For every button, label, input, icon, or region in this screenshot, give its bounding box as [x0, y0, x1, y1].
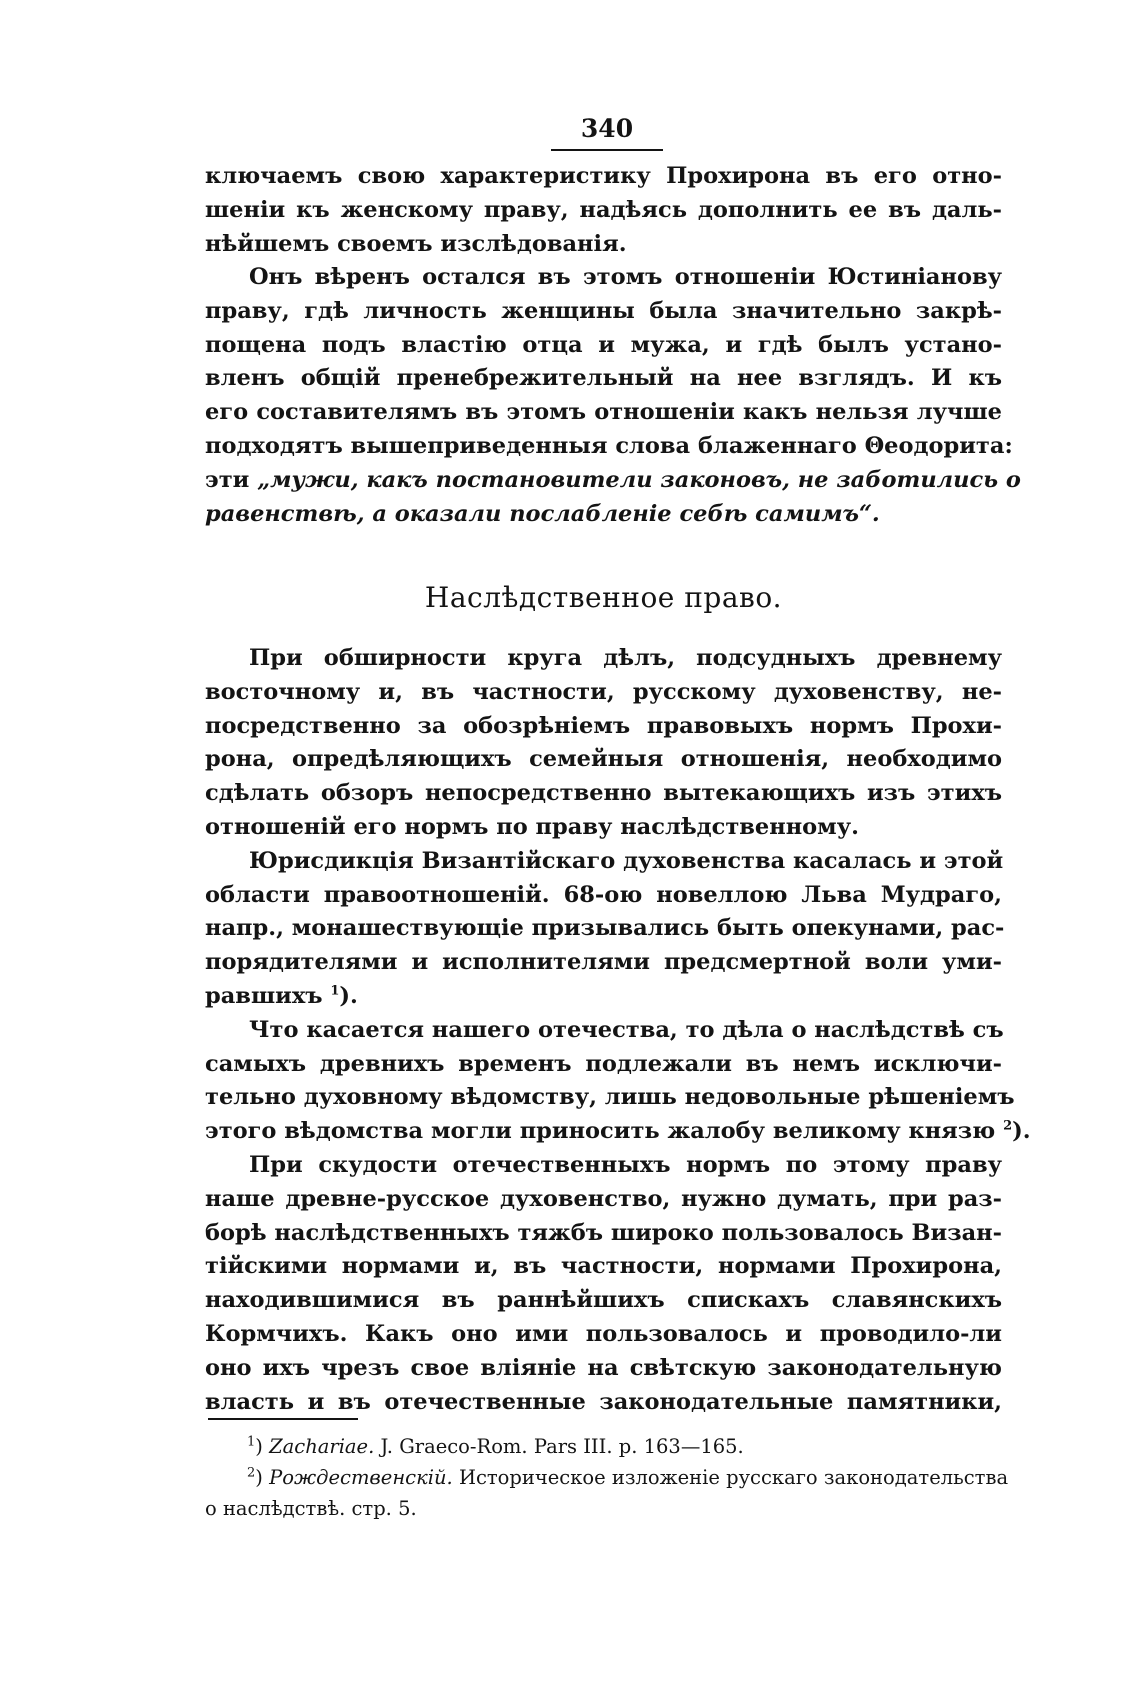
text-line: власть и въ отечественные законодательные памятники,	[205, 1388, 1002, 1415]
text-line: наше древне-русское духовенство, нужно думать, при раз-	[205, 1185, 1002, 1212]
text-line: его составителямъ въ этомъ отношеніи какъ нельзя лучше	[205, 399, 1002, 426]
footnote-marker: 1	[247, 1434, 256, 1450]
text-line: восточному и, въ частности, русскому духовенству, не-	[205, 678, 1002, 705]
footnote-text: J. Graeco-Rom. Pars III. p. 163—165.	[380, 1435, 744, 1458]
text-line: Онъ вѣренъ остался въ этомъ отношеніи Юстиніанову	[249, 264, 1002, 290]
footnote-author: Рождественскій.	[269, 1466, 453, 1489]
text-line: области правоотношеній. 68-ою новеллою Льва Мудраго,	[205, 881, 1002, 908]
text-line: ключаемъ свою характеристику Прохирона въ его отно-	[205, 163, 1002, 189]
text-line: вленъ общій пренебрежительный на нее взглядъ. И къ	[205, 365, 1002, 392]
line-text: равшихъ	[205, 982, 323, 1009]
paragraph-justinian	[205, 261, 1021, 531]
text-line: напр., монашествующіе призывались быть опекунами, рас-	[205, 915, 1005, 942]
text-line	[205, 1115, 1031, 1149]
text-line: оно ихъ чрезъ свое вліяніе на свѣтскую законодательную	[205, 1354, 1002, 1381]
text-line: При обширности круга дѣлъ, подсудныхъ древнему	[249, 645, 1002, 671]
text-line: Что касается нашего отечества, то дѣла о наслѣдствѣ съ	[249, 1016, 1004, 1043]
intro-paragraph	[205, 160, 1002, 261]
text-line: нѣйшемъ своемъ изслѣдованія.	[205, 230, 627, 257]
footnote-author: Zachariae.	[269, 1435, 375, 1458]
text-line	[205, 980, 1002, 1014]
text-line: тельно духовному вѣдомству, лишь недовольные рѣшеніемъ	[205, 1084, 1015, 1111]
text-line: рона, опредѣляющихъ семейныя отношенія, необходимо	[205, 746, 1002, 773]
footnotes	[205, 1431, 1009, 1524]
quote-text: „мужи, какъ постановители законовъ, не заботились о	[257, 466, 1021, 493]
text-line: При скудости отечественныхъ нормъ по этому праву	[249, 1151, 1002, 1178]
text-line: самыхъ древнихъ временъ подлежали въ немъ исключи-	[205, 1050, 1002, 1077]
text-line: порядителями и исполнителями предсмертной воли уми-	[205, 949, 1002, 976]
footnote-text: Историческое изложеніе русскаго законодательства	[458, 1466, 1009, 1489]
text-line: шеніи къ женскому праву, надѣясь дополнить ее въ даль-	[205, 196, 1002, 223]
section-heading: Наслѣдственное право.	[424, 581, 783, 614]
text-line: посредственно за обозрѣніемъ правовыхъ нормъ Прохи-	[205, 712, 1002, 739]
paragraph-jurisdiction-intro	[205, 642, 1031, 1419]
footnote-separator	[208, 1418, 358, 1420]
text-line: отношеній его нормъ по праву наслѣдственному.	[205, 813, 859, 840]
quote-line	[205, 464, 1021, 498]
footnote-marker-close: )	[255, 1466, 263, 1489]
text-line: находившимися въ раннѣйшихъ спискахъ славянскихъ	[205, 1287, 1002, 1314]
line-text: этого вѣдомства могли приносить жалобу великому князю	[205, 1118, 996, 1145]
page-number: 340	[551, 112, 663, 151]
footnote-1	[205, 1431, 1002, 1462]
footnote-2-continuation: о наслѣдствѣ. стр. 5.	[205, 1497, 417, 1520]
text-line: пощена подъ властію отца и мужа, и гдѣ былъ устано-	[205, 331, 1002, 358]
text-line: праву, гдѣ личность женщины была значительно закрѣ-	[205, 297, 1002, 324]
quote-line: равенствѣ, а оказали послабленіе себѣ самимъ“.	[205, 500, 880, 527]
line-tail: ).	[1012, 1118, 1031, 1145]
text-line: Кормчихъ. Какъ оно ими пользовалось и проводило-ли	[205, 1320, 1002, 1347]
footnote-ref: 2	[1003, 1118, 1013, 1134]
text-line: тійскими нормами и, въ частности, нормами Прохирона,	[205, 1253, 1002, 1280]
text-line: Юрисдикція Византійскаго духовенства касалась и этой	[249, 847, 1004, 874]
text-line: борѣ наслѣдственныхъ тяжбъ широко пользовалось Визан-	[205, 1219, 1002, 1246]
quote-lead: эти	[205, 466, 250, 493]
text-line: подходятъ вышеприведенныя слова блаженнаго Θеодорита:	[205, 432, 1013, 459]
text-line: сдѣлать обзоръ непосредственно вытекающихъ изъ этихъ	[205, 780, 1002, 807]
line-tail: ).	[339, 982, 358, 1009]
footnote-2	[205, 1462, 1009, 1493]
footnote-marker-close: )	[255, 1435, 263, 1458]
footnote-ref: 1	[330, 983, 340, 999]
footnote-marker: 2	[247, 1465, 256, 1481]
